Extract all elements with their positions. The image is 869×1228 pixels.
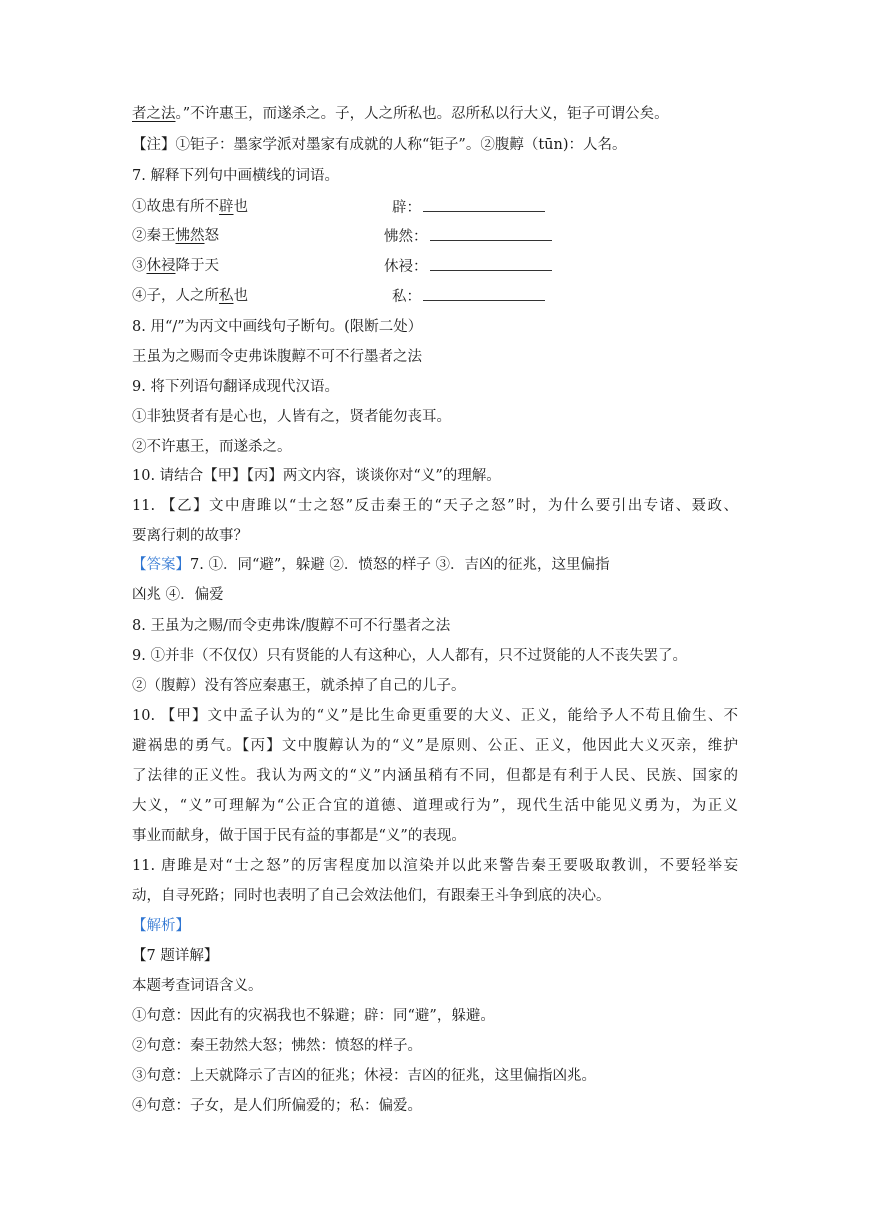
q7-item-3: ③休祲降于天 [132, 258, 219, 274]
answer-blank [430, 256, 552, 271]
text-line: ③句意：上天就降示了吉凶的征兆；休祲：吉凶的征兆，这里偏指凶兆。 [132, 1068, 596, 1084]
text-line: 【7 题详解】 [132, 948, 219, 964]
text-line: ②（腹䵍）没有答应秦惠王，就杀掉了自己的儿子。 [132, 678, 466, 694]
q7-answer-1: 辟： [392, 197, 545, 218]
answer-blank [430, 226, 552, 241]
text-line: 11. 唐雎是对“士之怒”的厉害程度加以渲染并以此来警告秦王要吸取教训，不要轻举妄 [132, 858, 738, 874]
text-line: 10. 【甲】文中孟子认为的“义”是比生命更重要的大义、正义，能给予人不苟且偷生、不 [132, 708, 738, 724]
question-8: 8. 用“/”为丙文中画线句子断句。(限断二处） [132, 319, 423, 335]
text-line: 了法律的正义性。我认为两文的“义”内涵虽稍有不同，但都是有利于人民、民族、国家的 [132, 768, 738, 784]
text-line: 要离行刺的故事？ [132, 528, 248, 544]
answer-blank [423, 197, 545, 212]
q7-answer-2: 怫然： [384, 226, 552, 247]
q7-answer-3: 休祲： [384, 256, 552, 277]
analysis-tag: 【解析】 [132, 918, 190, 934]
text-line: ④句意：子女，是人们所偏爱的；私：偏爱。 [132, 1098, 422, 1114]
q7-item-1: ①故患有所不辟也 [132, 199, 248, 215]
text-line: 9. ①并非（不仅仅）只有贤能的人有这种心，人人都有，只不过贤能的人不丧失罢了。 [132, 648, 687, 664]
text-line: 8. 王虽为之赐/而令吏弗诛/腹䵍不可不行墨者之法 [132, 618, 451, 634]
q7-answer-4: 私： [392, 286, 545, 307]
answer-line: 【答案】7. ①．同“避”，躲避 ②．愤怒的样子 ③．吉凶的征兆，这里偏指 [132, 557, 610, 573]
text-line: 事业而献身，做于国于民有益的事都是“义”的表现。 [132, 828, 466, 844]
text-line: 避祸患的勇气。【丙】文中腹䵍认为的“义”是原则、公正、正义，他因此大义灭亲，维护 [132, 738, 738, 754]
text-line: 动，自寻死路；同时也表明了自己会效法他们，有跟秦王斗争到底的决心。 [132, 888, 611, 904]
text-line: 王虽为之赐而令吏弗诛腹䵍不可不行墨者之法 [132, 349, 422, 365]
answer-blank [423, 286, 545, 301]
q7-item-4: ④子，人之所私也 [132, 288, 248, 304]
text-line: ①句意：因此有的灾祸我也不躲避；辟：同“避”，躲避。 [132, 1008, 495, 1024]
question-10: 10. 请结合【甲】【丙】两文内容，谈谈你对“义”的理解。 [132, 468, 501, 484]
text-line: 本题考查词语含义。 [132, 978, 263, 994]
underlined-text: 者之法 [132, 106, 176, 122]
text-line: ①非独贤者有是心也，人皆有之，贤者能勿丧耳。 [132, 409, 451, 425]
question-11: 11. 【乙】文中唐雎以“士之怒”反击秦王的“天子之怒”时，为什么要引出专诸、聂政、 [132, 498, 738, 514]
answer-tag: 【答案】 [132, 557, 190, 573]
text-line: ②不许惠王，而遂杀之。 [132, 439, 292, 455]
note-line: 【注】①钜子：墨家学派对墨家有成就的人称“钜子”。②腹䵍（tūn)：人名。 [132, 137, 627, 153]
text-line: 者之法。”不许惠王，而遂杀之。子，人之所私也。忍所私以行大义，钜子可谓公矣。 [132, 106, 669, 122]
question-7: 7. 解释下列句中画横线的词语。 [132, 168, 339, 184]
q7-item-2: ②秦王怫然怒 [132, 228, 219, 244]
question-9: 9. 将下列语句翻译成现代汉语。 [132, 379, 339, 395]
text-line: 凶兆 ④．偏爱 [132, 587, 224, 603]
text-line: 大义，“义”可理解为“公正合宜的道德、道理或行为”，现代生活中能见义勇为，为正义 [132, 798, 738, 814]
text-line: ②句意：秦王勃然大怒；怫然：愤怒的样子。 [132, 1038, 422, 1054]
